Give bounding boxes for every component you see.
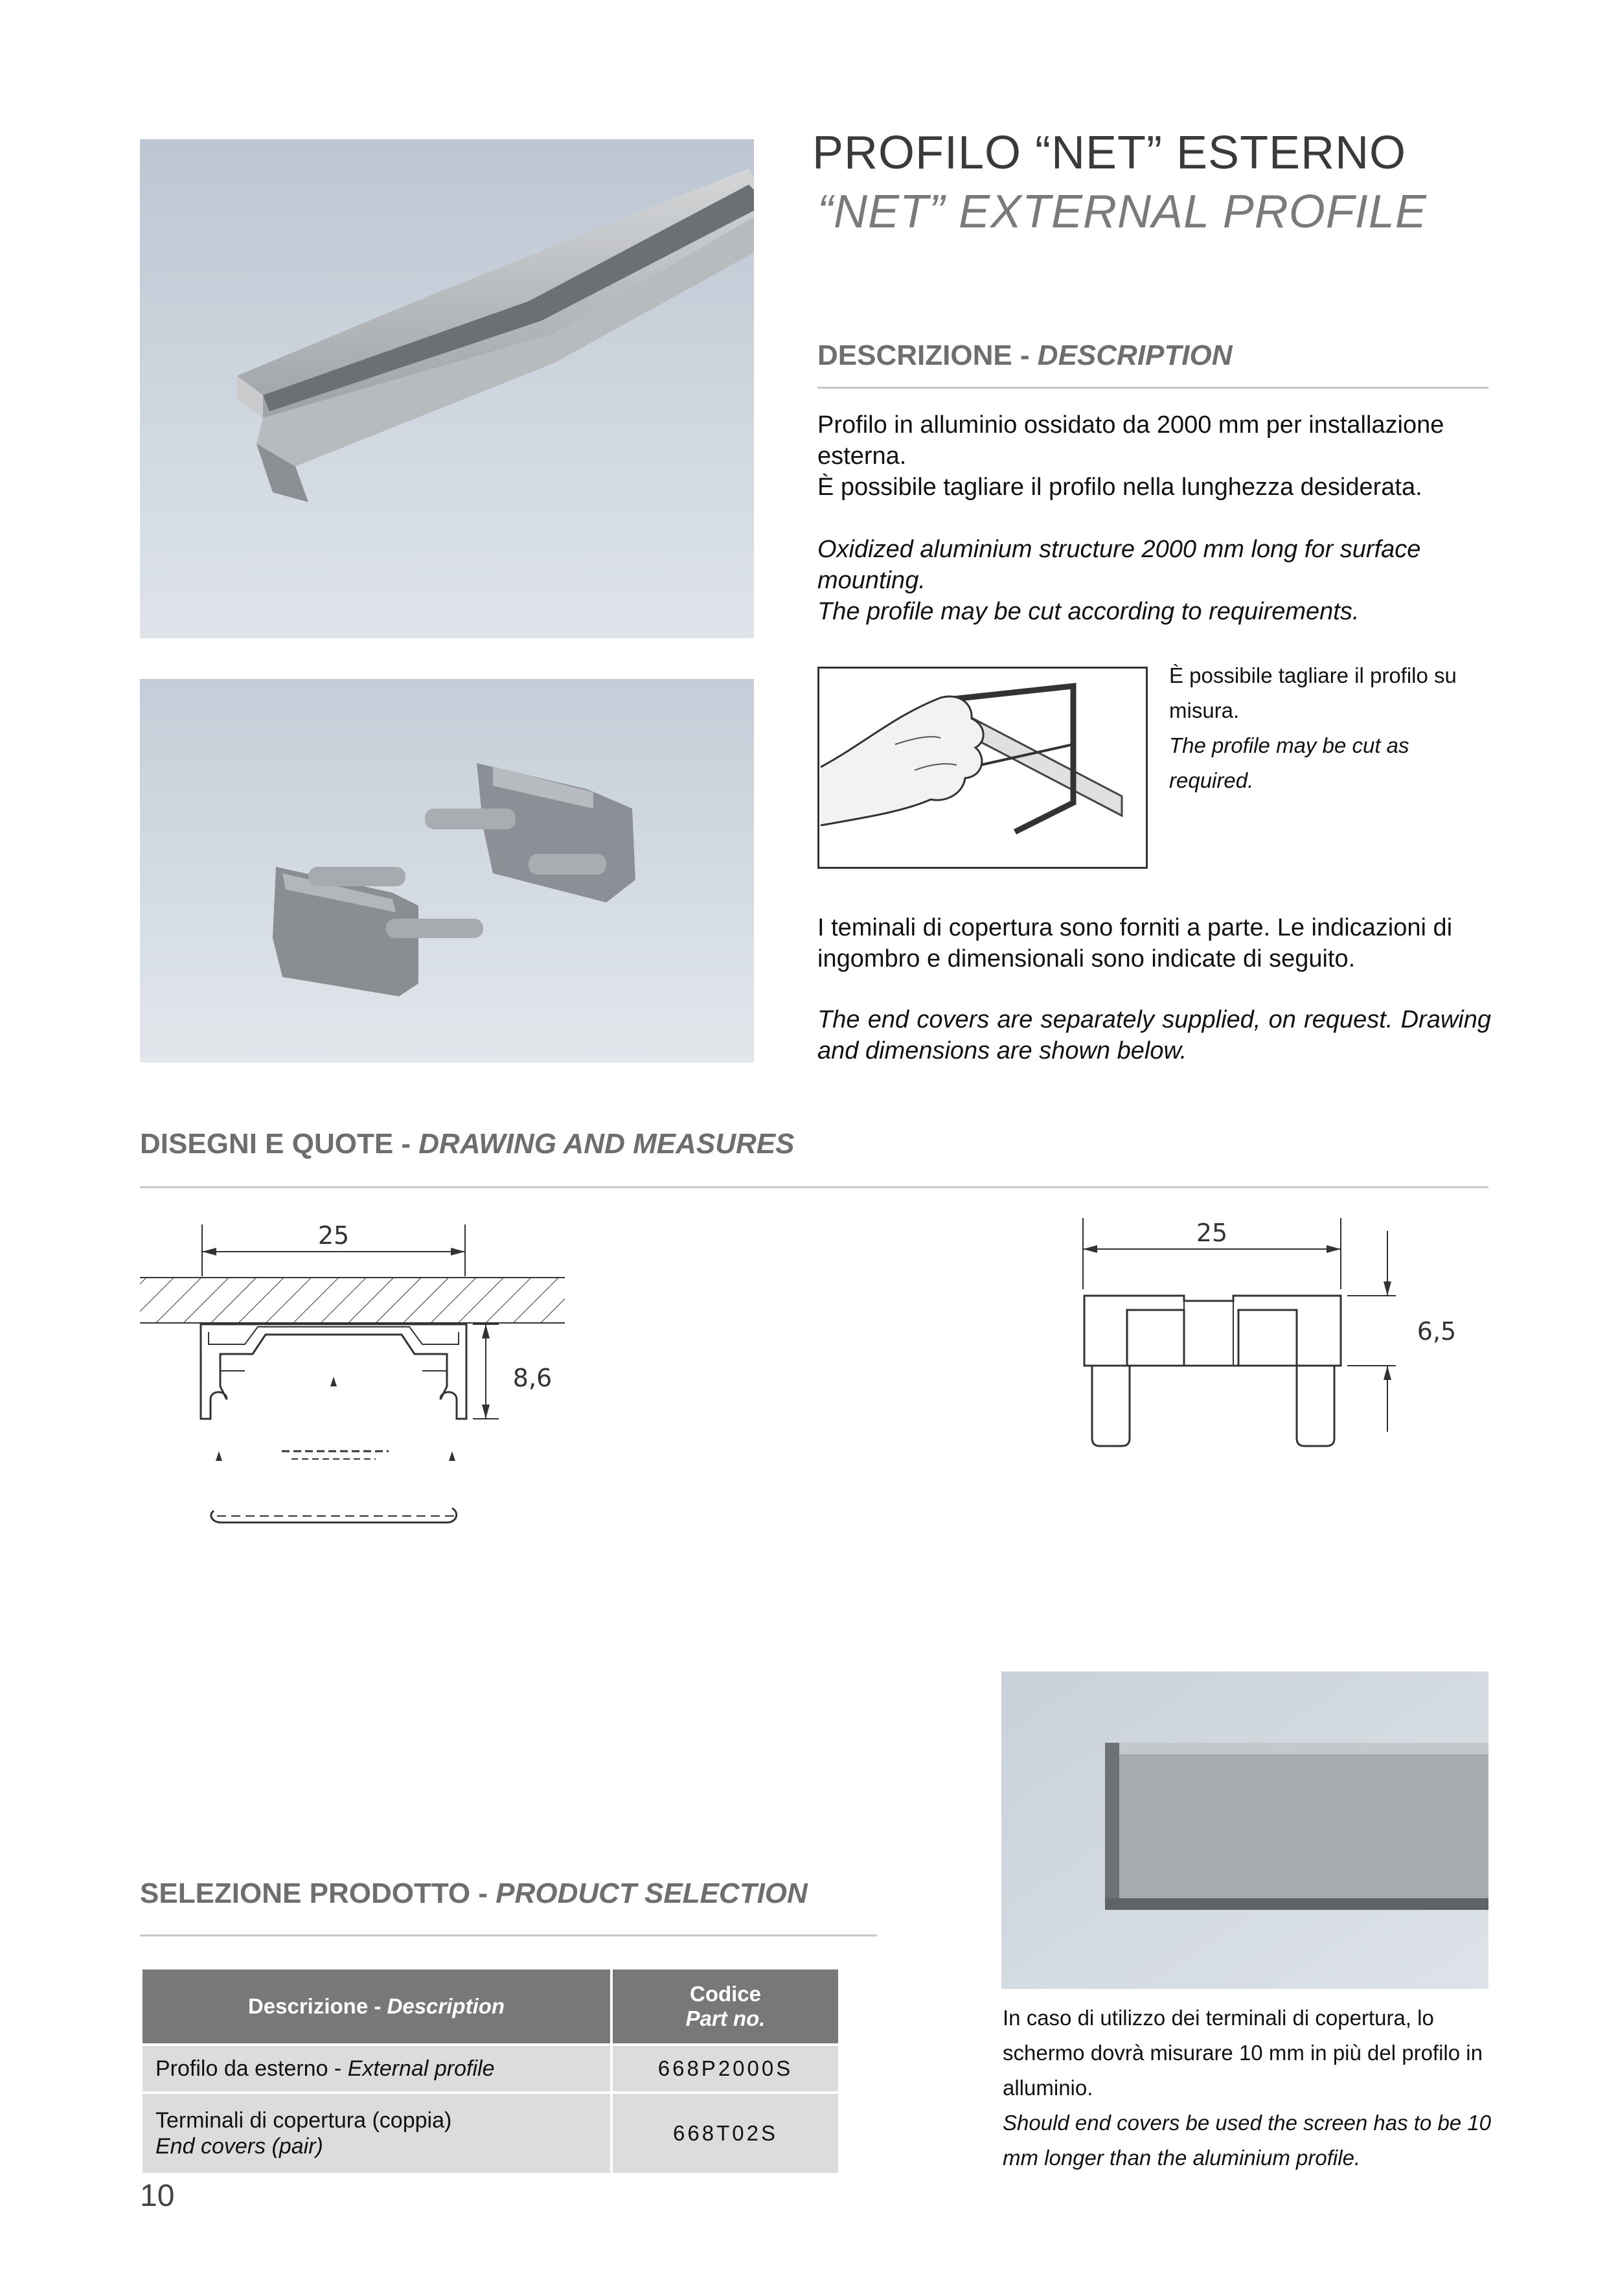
row-code: 668T02S [611, 2093, 839, 2174]
profile-photo [140, 139, 754, 638]
product-table [140, 1967, 841, 2175]
row-desc-it: Terminali di copertura (coppia) [155, 2108, 452, 2133]
header-code [611, 1968, 839, 2045]
cutting-illustration [817, 667, 1148, 869]
row-desc-en: End covers (pair) [155, 2134, 323, 2159]
selection-heading-it: SELEZIONE PRODOTTO - [140, 1877, 496, 1909]
row-desc-en: External profile [347, 2056, 495, 2081]
page-number: 10 [140, 2179, 175, 2213]
profile-width-label: 25 [317, 1221, 350, 1250]
selection-heading-en: PRODUCT SELECTION [496, 1877, 808, 1909]
cut-note-it: È possibile tagliare il profilo su misura. [1169, 663, 1457, 722]
end-covers-text-en: The end covers are separately supplied, on request. Drawing and dimensions are shown below. [817, 1006, 1491, 1064]
description-heading [817, 339, 1233, 372]
description-heading-it: DESCRIZIONE - [817, 339, 1038, 371]
row-desc-it: Profilo da esterno - [155, 2056, 348, 2081]
screen-note-en: Should end covers be used the screen has to be 10 mm longer than the aluminium profile. [1003, 2111, 1492, 2170]
end-covers-text-it: I teminali di copertura sono forniti a parte. Le indicazioni di ingombro e dimensionali sono indicate di seguito. [817, 914, 1453, 972]
screen-photo [1001, 1671, 1488, 1989]
row-description [141, 2045, 611, 2093]
cover-width-label: 25 [1196, 1219, 1228, 1247]
profile-section-drawing [136, 1205, 576, 1548]
description-heading-en: DESCRIPTION [1037, 339, 1233, 371]
page-title-en: “NET” EXTERNAL PROFILE [817, 186, 1427, 238]
end-covers-photo [140, 679, 754, 1062]
row-description [141, 2093, 611, 2174]
row-code: 668P2000S [611, 2045, 839, 2093]
cut-note [1169, 658, 1493, 798]
header-code-en: Part no. [685, 2006, 766, 2030]
drawing-heading [140, 1128, 794, 1160]
cover-height-label: 6,5 [1417, 1317, 1457, 1346]
selection-heading [140, 1877, 808, 1910]
description-rule [817, 387, 1488, 389]
description-en-line2: The profile may be cut according to requirements. [817, 598, 1360, 625]
drawing-heading-en: DRAWING AND MEASURES [418, 1128, 795, 1160]
description-it-line2: È possibile tagliare il profilo nella lunghezza desiderata. [817, 474, 1422, 501]
page-title-it: PROFILO “NET” ESTERNO [812, 127, 1407, 179]
end-cover-drawing [1062, 1192, 1490, 1464]
drawing-heading-it: DISEGNI E QUOTE - [140, 1128, 419, 1160]
cut-note-en: The profile may be cut as required. [1169, 733, 1409, 792]
header-description [141, 1968, 611, 2045]
description-text-it [817, 409, 1491, 503]
profile-height-label: 8,6 [512, 1364, 553, 1392]
drawing-rule [140, 1186, 1488, 1188]
table-header-row [141, 1968, 839, 2045]
description-en-line1: Oxidized aluminium structure 2000 mm long for surface mounting. [817, 536, 1421, 594]
table-row [141, 2045, 839, 2093]
header-code-it: Codice [689, 1982, 762, 2006]
header-description-it: Descrizione - [247, 1994, 387, 2018]
screen-note-it: In caso di utilizzo dei terminali di copertura, lo schermo dovrà misurare 10 mm in più del profilo in alluminio. [1003, 2006, 1483, 2100]
selection-rule [140, 1934, 877, 1936]
screen-note [1003, 2001, 1495, 2175]
header-description-en: Description [387, 1994, 505, 2018]
table-row [141, 2093, 839, 2174]
description-it-line1: Profilo in alluminio ossidato da 2000 mm per installazione esterna. [817, 411, 1444, 470]
description-text-en [817, 534, 1491, 627]
